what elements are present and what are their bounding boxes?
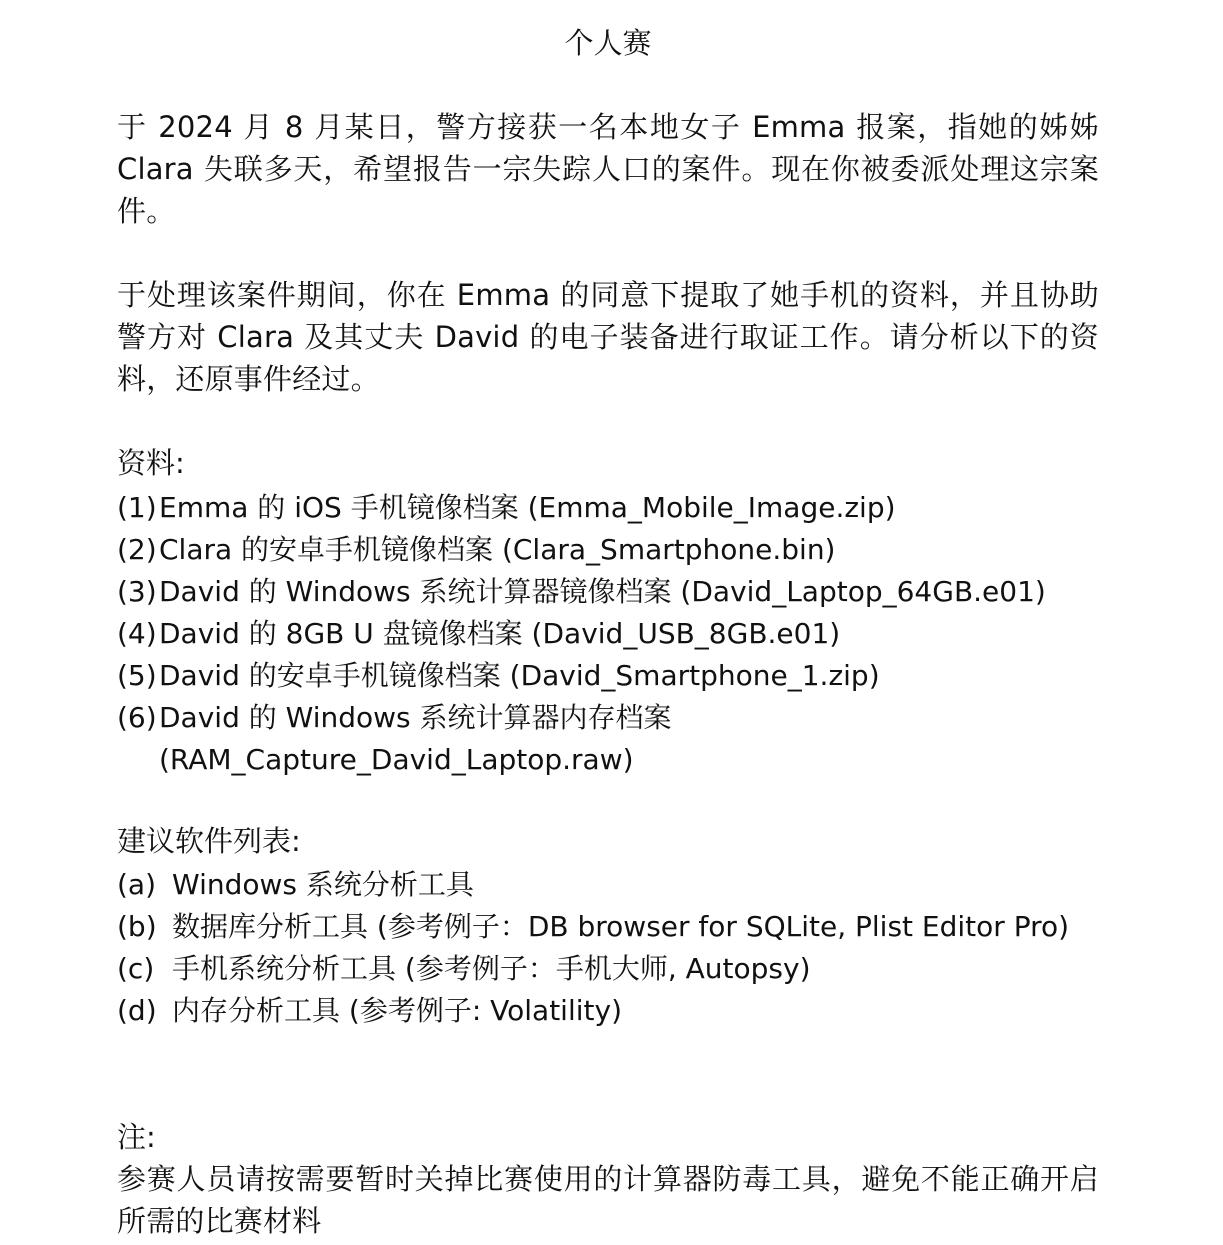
list-item-number: (5) [117,659,157,692]
data-file-list [117,487,1099,781]
list-item-text: David 的 Windows 系统计算器镜像档案 (David_Laptop_64GB.e01) [159,575,1046,608]
list-item-letter: (b) [117,910,157,943]
intro-paragraph-2: 于处理该案件期间，你在 Emma 的同意下提取了她手机的资料，并且协助警方对 Clara 及其丈夫 David 的电子装备进行取证工作。请分析以下的资料，还原事件经过。 [117,278,1099,396]
list-item-text: David 的 8GB U 盘镜像档案 (David_USB_8GB.e01) [159,617,841,650]
list-item [117,864,1099,906]
list-item-letter: (d) [117,994,157,1027]
list-item [117,655,1099,697]
intro-paragraph-1: 于 2024 月 8 月某日，警方接获一名本地女子 Emma 报案，指她的姊姊 Clara 失联多天，希望报告一宗失踪人口的案件。现在你被委派处理这宗案件。 [117,110,1099,228]
list-item-text: Emma 的 iOS 手机镜像档案 (Emma_Mobile_Image.zip) [159,491,896,524]
list-item [117,571,1099,613]
list-item [117,487,1099,529]
note-text: 参赛人员请按需要暂时关掉比赛使用的计算器防毒工具，避免不能正确开启所需的比赛材料 [117,1162,1099,1238]
list-item [117,948,1099,990]
list-item-text: 数据库分析工具 (参考例子：DB browser for SQLite, Plist Editor Pro) [172,910,1070,943]
list-item-text: David 的 Windows 系统计算器内存档案 (RAM_Capture_David_Laptop.raw) [159,701,672,776]
list-item [117,529,1099,571]
list-item-number: (6) [117,701,157,734]
list-item-letter: (a) [117,868,157,901]
list-item [117,990,1099,1032]
data-section-heading: 资料: [117,446,185,480]
list-item [117,697,1099,781]
list-item-number: (4) [117,617,157,650]
list-item-number: (1) [117,491,157,524]
software-section-heading: 建议软件列表: [117,824,301,858]
list-item-text: 内存分析工具 (参考例子: Volatility) [172,994,622,1027]
list-item-text: 手机系统分析工具 (参考例子：手机大师, Autopsy) [172,952,811,985]
list-item-text: David 的安卓手机镜像档案 (David_Smartphone_1.zip) [159,659,880,692]
list-item-number: (2) [117,533,157,566]
software-list [117,864,1099,1032]
note-heading: 注: [117,1120,156,1154]
list-item-text: Clara 的安卓手机镜像档案 (Clara_Smartphone.bin) [159,533,836,566]
list-item-number: (3) [117,575,157,608]
list-item-text: Windows 系统分析工具 [172,868,474,901]
page-title: 个人赛 [564,26,652,60]
list-item [117,906,1099,948]
list-item-letter: (c) [117,952,155,985]
list-item [117,613,1099,655]
